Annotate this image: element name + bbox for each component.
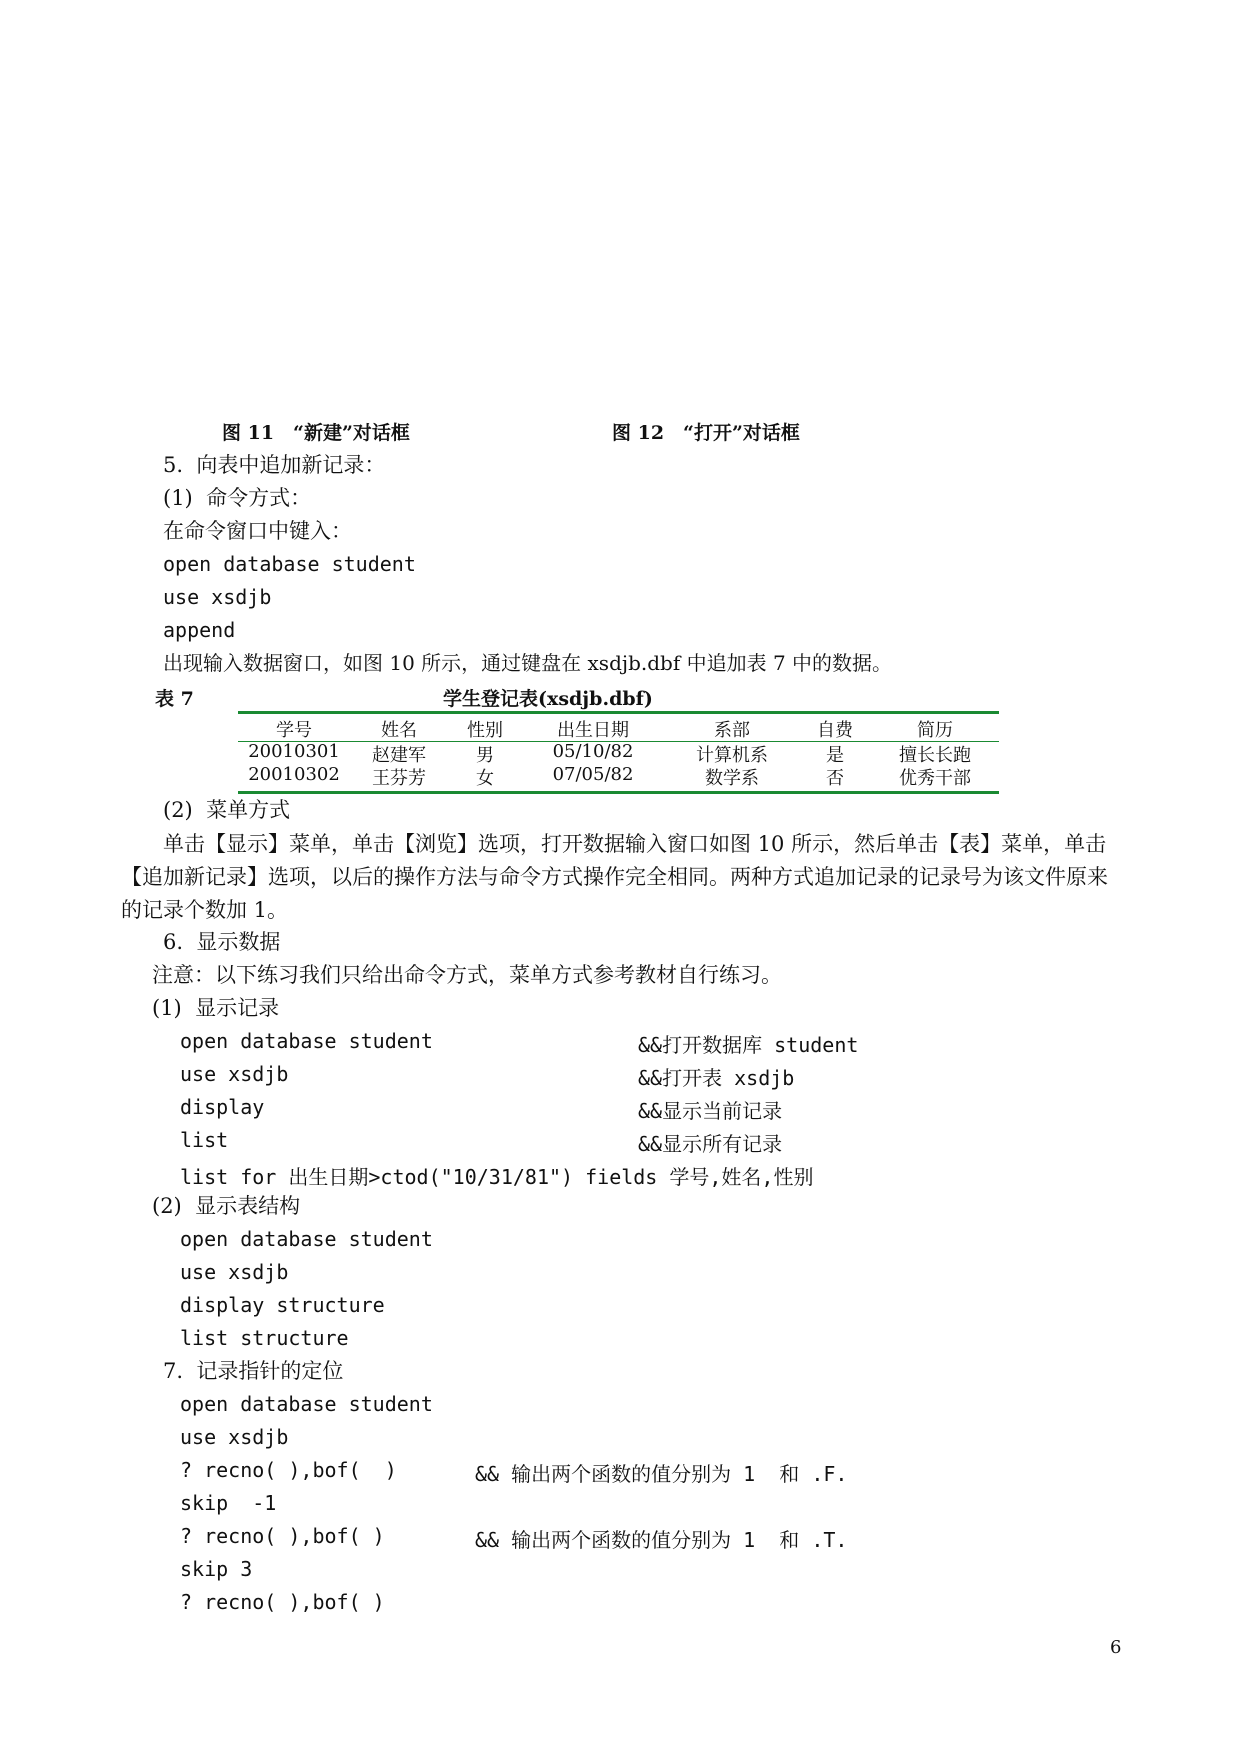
code-line: open database student	[180, 1227, 433, 1251]
section-5-after: 出现输入数据窗口，如图 10 所示，通过键盘在 xsdjb.dbf 中追加表 7 中的数据。	[163, 651, 893, 675]
section-5-heading: 5. 向表中追加新记录：	[163, 453, 386, 477]
table-cell: 优秀干部	[899, 768, 971, 789]
code-line: use xsdjb	[163, 585, 272, 609]
table-top-rule	[238, 711, 999, 714]
table-cell: 07/05/82	[552, 764, 634, 785]
section-6-note: 注意：以下练习我们只给出命令方式，菜单方式参考教材自行练习。	[152, 963, 782, 987]
table-cell: 05/10/82	[552, 741, 634, 762]
code-line: display	[180, 1095, 265, 1119]
code-line: open database student	[180, 1029, 433, 1053]
table-cell: 20010302	[248, 764, 340, 785]
code-line: append	[163, 618, 236, 642]
table-header-cell: 自费	[817, 720, 853, 741]
table-cell: 男	[476, 745, 494, 766]
section-6-sub2: (2) 显示表结构	[152, 1194, 301, 1218]
table-cell: 计算机系	[696, 745, 768, 766]
table-header-cell: 简历	[917, 720, 953, 741]
table-cell: 是	[826, 745, 844, 766]
code-line: open database student	[163, 552, 416, 576]
table-cell: 20010301	[248, 741, 340, 762]
table-cell: 女	[476, 768, 494, 789]
section-7-heading: 7. 记录指针的定位	[163, 1359, 344, 1383]
code-comment: && 输出两个函数的值分别为 1 和 .F.	[475, 1462, 848, 1486]
table-cell: 数学系	[705, 768, 759, 789]
table-label: 表 7	[155, 688, 194, 710]
section-5-sub1: (1) 命令方式：	[163, 486, 312, 510]
table-bottom-rule	[238, 791, 999, 794]
code-line: ? recno( ),bof( )	[180, 1458, 397, 1482]
table-title: 学生登记表(xsdjb.dbf)	[443, 688, 653, 710]
code-line: list structure	[180, 1326, 349, 1350]
section-6-heading: 6. 显示数据	[163, 930, 281, 954]
menu-method-paragraph: 单击【显示】菜单，单击【浏览】选项，打开数据输入窗口如图 10 所示，然后单击【表】菜单，单击【追加新记录】选项，以后的操作方法与命令方式操作完全相同。两种方式追加记录的记录号为该文件原来的记录个数加 1。	[121, 832, 1108, 922]
code-line: use xsdjb	[180, 1062, 289, 1086]
code-line: use xsdjb	[180, 1260, 289, 1284]
section-5-sub2: (2) 菜单方式	[163, 798, 291, 822]
table-cell: 擅长长跑	[899, 745, 971, 766]
table-cell: 赵建军	[372, 745, 426, 766]
page-number: 6	[1110, 1637, 1122, 1658]
code-line: use xsdjb	[180, 1425, 289, 1449]
code-line-list-for: list for 出生日期>ctod("10/31/81") fields 学号,姓名,性别	[180, 1165, 814, 1189]
code-line: ? recno( ),bof( )	[180, 1590, 385, 1614]
table-header-cell: 系部	[714, 720, 750, 741]
code-comment: &&打开数据库 student	[638, 1033, 859, 1057]
figure-11-caption: 图 11 “新建”对话框	[222, 422, 410, 444]
table-header-cell: 出生日期	[557, 720, 629, 741]
code-comment: &&打开表 xsdjb	[638, 1066, 795, 1090]
code-comment: &&显示当前记录	[638, 1099, 783, 1123]
figure-12-caption: 图 12 “打开”对话框	[612, 422, 800, 444]
table-header-cell: 学号	[276, 720, 312, 741]
code-line: list	[180, 1128, 229, 1152]
code-line: skip 3	[180, 1557, 253, 1581]
code-comment: &&显示所有记录	[638, 1132, 783, 1156]
code-line: skip -1	[180, 1491, 277, 1515]
section-6-sub1: (1) 显示记录	[152, 996, 280, 1020]
table-cell: 王芬芳	[372, 768, 426, 789]
code-comment: && 输出两个函数的值分别为 1 和 .T.	[475, 1528, 848, 1552]
code-line: ? recno( ),bof( )	[180, 1524, 385, 1548]
table-header-cell: 性别	[467, 720, 503, 741]
section-5-intro: 在命令窗口中键入：	[163, 519, 352, 543]
code-line: open database student	[180, 1392, 433, 1416]
code-line: display structure	[180, 1293, 385, 1317]
table-header-cell: 姓名	[381, 720, 417, 741]
table-cell: 否	[826, 768, 844, 789]
